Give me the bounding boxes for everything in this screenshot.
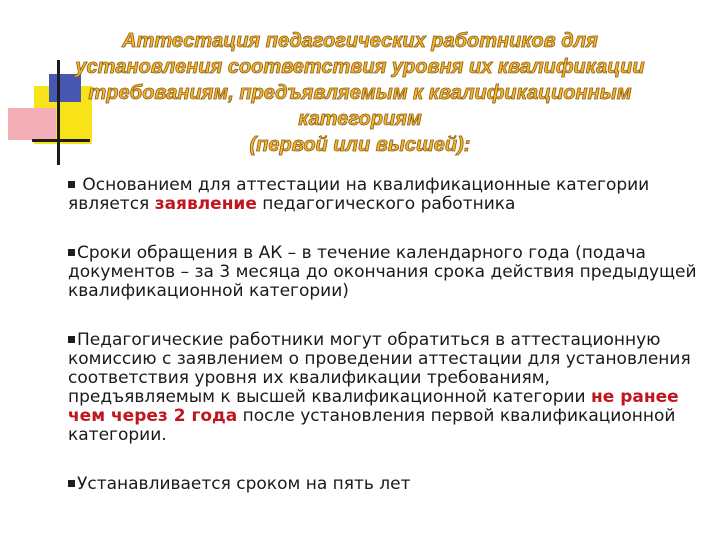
item-highlight: не ранее чем через 2 года <box>68 387 679 426</box>
title-line: (первой или высшей): <box>249 134 471 156</box>
item-text: Сроки обращения в АК – в течение календарного года (подача документов – за 3 месяца до окончания срока действия предыдущей квалификационной категории) <box>68 243 697 301</box>
bullet-list <box>68 176 698 494</box>
list-item <box>68 176 698 214</box>
item-text: после установления первой квалификационной категории. <box>68 406 676 445</box>
title-line: Аттестация педагогических работников для <box>122 30 598 52</box>
item-text: Устанавливается сроком на пять лет <box>77 474 411 494</box>
list-item <box>68 244 698 301</box>
list-item <box>68 331 698 445</box>
bullet-square-icon <box>68 249 75 256</box>
list-item <box>68 475 698 494</box>
bullet-square-icon <box>68 480 75 487</box>
bullet-square-icon <box>68 181 75 188</box>
title-line: категориям <box>298 108 422 130</box>
slide-title <box>30 28 690 158</box>
item-highlight: заявление <box>154 194 257 214</box>
title-line: установления соответствия уровня их квалификации <box>75 56 645 78</box>
item-text: педагогического работника <box>256 194 516 214</box>
title-line: требованиям, предъявляемым к квалификационным <box>88 82 632 104</box>
item-text: Основанием для аттестации на квалификационные категории является <box>68 175 650 214</box>
item-text: Педагогические работники могут обратиться в аттестационную комиссию с заявлением о проведении аттестации для установления соответствия уровня их квалификации требованиям, предъявляемым к высшей квалификационной категории <box>68 330 691 407</box>
bullet-square-icon <box>68 336 75 343</box>
